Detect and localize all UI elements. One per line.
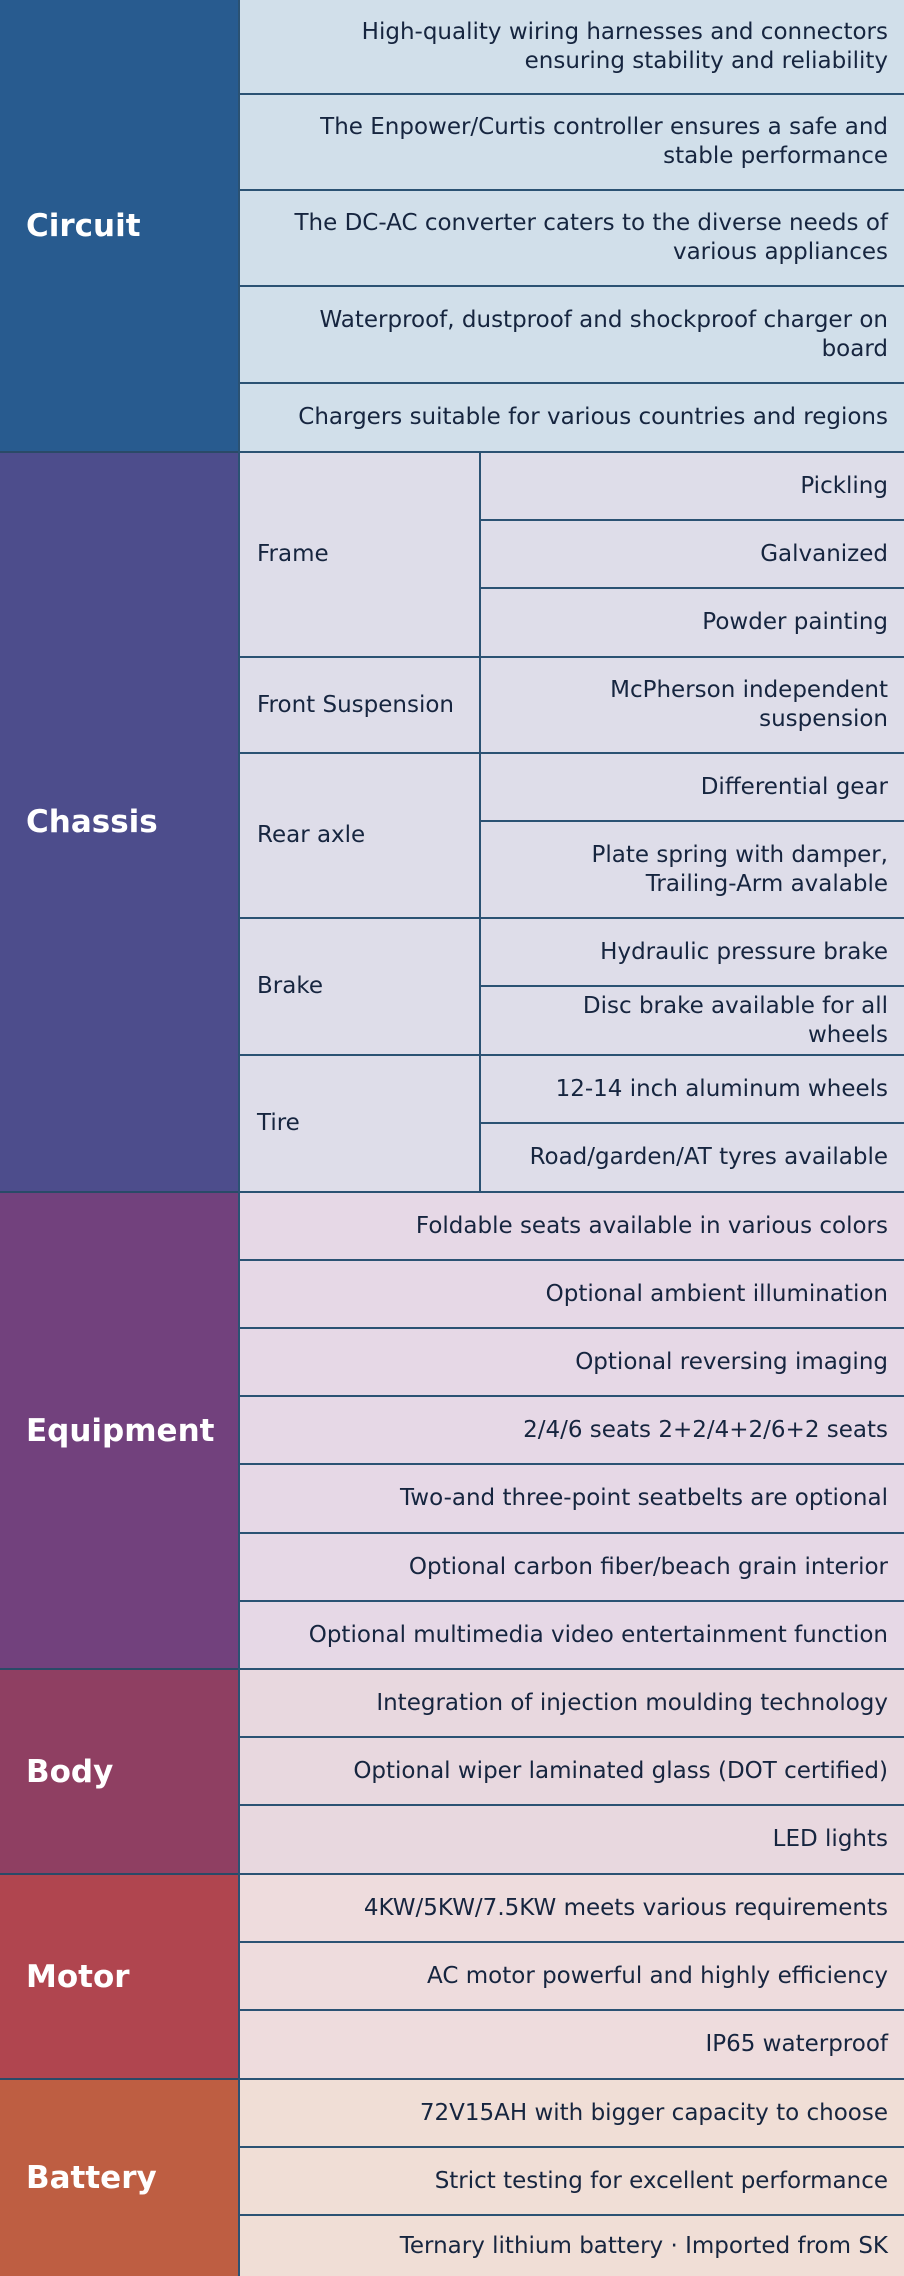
spec-row [479,1124,904,1193]
chassis-subcategory-front-suspension [238,658,481,754]
subcategory-label: Rear axle [257,822,366,848]
spec-value: The DC-AC converter caters to the diverse needs of various appliances [294,210,888,265]
spec-value: 72V15AH with bigger capacity to choose [419,2099,888,2126]
spec-row [238,1806,904,1875]
spec-row [479,453,904,521]
spec-row [238,2011,904,2080]
spec-value: LED lights [772,1826,888,1852]
subcategory-label: Front Suspension [257,691,454,718]
spec-row [479,521,904,589]
spec-value: AC motor powerful and highly efficiency [427,1962,888,1989]
spec-row [238,0,904,95]
category-body: Body [0,1670,239,1875]
spec-value: Hydraulic pressure brake [600,938,888,965]
spec-row [238,2080,904,2148]
chassis-subcategory-tire [238,1056,481,1193]
spec-row [479,987,904,1056]
spec-row [479,589,904,658]
spec-row [479,822,904,919]
spec-row [238,384,904,453]
spec-value: Chargers suitable for various countries and regions [298,404,888,430]
spec-value: Disc brake available for all wheels [582,992,888,1048]
spec-row [238,191,904,287]
spec-row [238,1738,904,1806]
spec-value: Strict testing for excellent performance [434,2167,888,2194]
spec-value: IP65 waterproof [705,2031,888,2057]
spec-row [238,1602,904,1670]
spec-value: Galvanized [760,540,888,567]
spec-row [238,1943,904,2011]
spec-row [479,919,904,987]
spec-value: McPherson independent suspension [610,677,888,732]
category-equipment: Equipment [0,1193,239,1670]
spec-value: Road/garden/AT tyres available [529,1144,888,1170]
spec-value: Optional ambient illumination [545,1280,888,1307]
spec-value: Optional multimedia video entertainment function [308,1621,888,1648]
spec-value: Waterproof, dustproof and shockproof charger on board [319,306,888,362]
spec-row [238,1534,904,1602]
spec-value: Two-and three-point seatbelts are optional [400,1485,888,1511]
chassis-subcategory-brake [238,919,481,1056]
spec-value: Foldable seats available in various colors [415,1212,888,1239]
spec-value: Optional wiper laminated glass (DOT certified) [353,1757,888,1784]
chassis-subcategory-frame [238,453,481,658]
spec-value: Plate spring with damper, Trailing-Arm avalable [591,841,888,897]
spec-row [238,1670,904,1738]
spec-row [479,754,904,822]
category-battery: Battery [0,2080,239,2276]
spec-value: 12-14 inch aluminum wheels [555,1075,888,1102]
spec-value: Integration of injection moulding technology [376,1689,888,1716]
spec-row [238,1875,904,1943]
spec-value: Differential gear [700,773,888,800]
subcategory-label: Tire [257,1110,300,1136]
spec-value: Ternary lithium battery · Imported from SK [399,2232,888,2259]
spec-value: 2/4/6 seats 2+2/4+2/6+2 seats [523,1416,888,1443]
spec-row [238,1397,904,1465]
spec-row [238,1465,904,1534]
spec-value: Powder painting [702,609,888,635]
spec-row [479,658,904,754]
spec-row [238,2148,904,2216]
spec-row [238,1261,904,1329]
spec-value: Optional reversing imaging [575,1348,888,1375]
spec-row [238,95,904,191]
subcategory-label: Frame [257,541,329,567]
spec-row [238,1193,904,1261]
spec-value: The Enpower/Curtis controller ensures a safe and stable performance [320,114,888,169]
spec-row [238,2216,904,2276]
spec-value: 4KW/5KW/7.5KW meets various requirements [363,1894,888,1921]
spec-value: Optional carbon fiber/beach grain interior [408,1553,888,1580]
spec-value: Pickling [800,472,888,499]
category-circuit: Circuit [0,0,239,453]
spec-row [238,1329,904,1397]
category-motor: Motor [0,1875,239,2080]
spec-row [479,1056,904,1124]
chassis-subcategory-rear-axle [238,754,481,919]
spec-value: High-quality wiring harnesses and connectors ensuring stability and reliability [361,18,888,74]
spec-row [238,287,904,384]
category-chassis: Chassis [0,453,239,1193]
subcategory-label: Brake [257,973,323,999]
